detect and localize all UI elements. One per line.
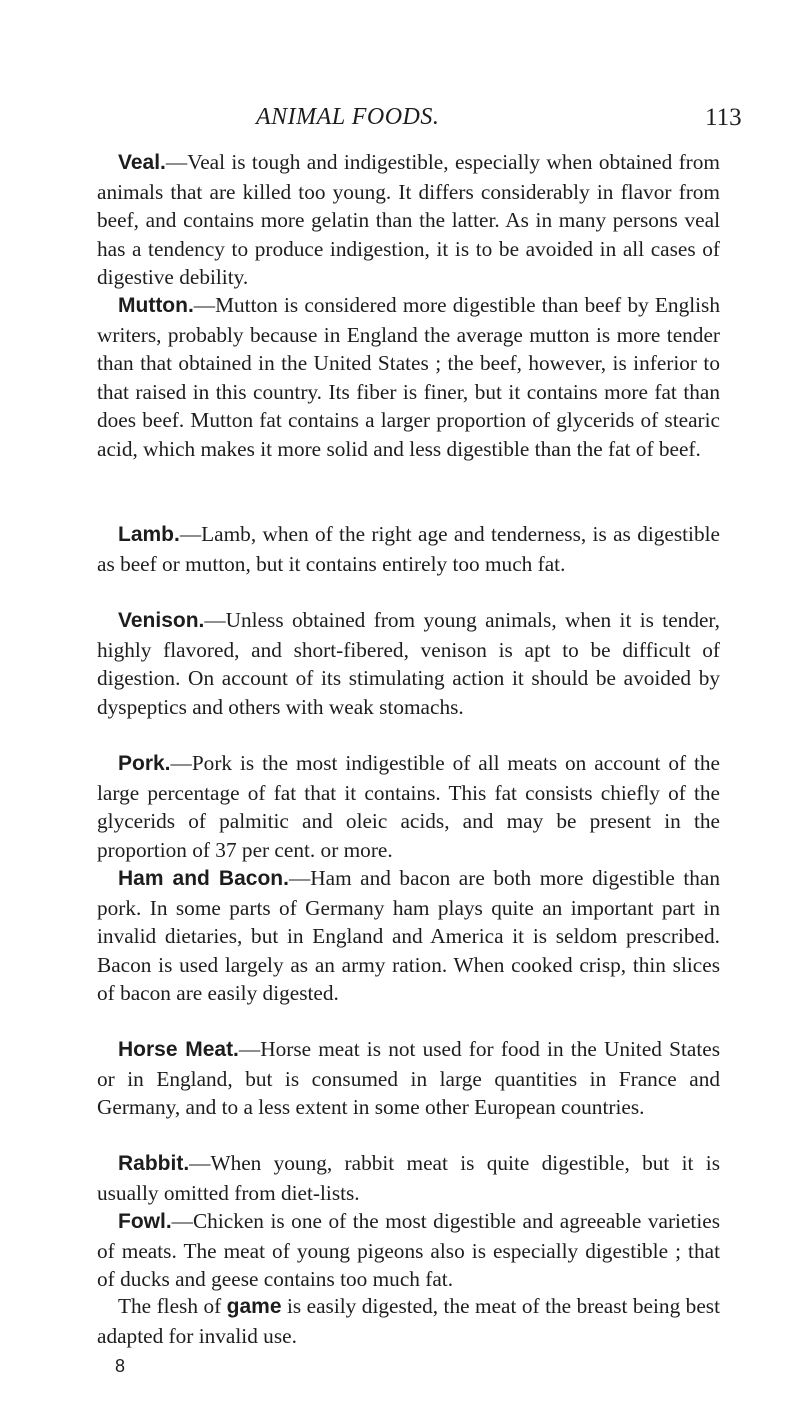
paragraph-text: —Chicken is one of the most digestible and agreeable varieties of meats. The meat of young pigeons also is especially digestible ; that of ducks and geese contains too much fat. xyxy=(97,1209,720,1292)
paragraph-text: —Mutton is considered more digestible than beef by English writers, probably because in England the average mutton is more tender than that obtained in the United States ; the beef, however, is inferior to that raised in this country. Its fiber is finer, but it contains more fat than does beef. Mutton fat contains a larger proportion of glycerids of stearic acid, which makes it more solid and less digestible than the fat of beef. xyxy=(97,293,720,461)
term-heading: Horse Meat. xyxy=(118,1038,239,1061)
paragraph-horse-meat xyxy=(97,1035,720,1122)
paragraph-text: —Unless obtained from young animals, when it is tender, highly flavored, and short-fibered, venison is apt to be difficult of digestion. On account of its stimulating action it should be avoided by dyspeptics and others with weak stomachs. xyxy=(97,608,720,719)
term-heading: Fowl. xyxy=(118,1210,172,1233)
paragraph-text: —Horse meat is not used for food in the United States or in England, but is consumed in large quantities in France and Germany, and to a less extent in some other European countries. xyxy=(97,1037,720,1120)
paragraph-fowl xyxy=(97,1207,720,1294)
page-number: 113 xyxy=(705,104,742,131)
term-heading: Venison. xyxy=(118,609,205,632)
paragraph-ham-bacon xyxy=(97,864,720,1008)
term-heading: Lamb. xyxy=(118,523,180,546)
term-heading: Rabbit. xyxy=(118,1152,190,1175)
paragraph-text: is easily digested, the meat of the breast being best adapted for invalid use. xyxy=(97,1294,720,1348)
paragraph-text: —Veal is tough and indigestible, especially when obtained from animals that are killed too young. It differs considerably in flavor from beef, and contains more gelatin than the latter. As in many persons veal has a tendency to produce indigestion, it is to be avoided in all cases of digestive debility. xyxy=(97,150,720,290)
paragraph-text: —Lamb, when of the right age and tenderness, is as digestible as beef or mutton, but it contains entirely too much fat. xyxy=(97,522,720,576)
paragraph-text: —Pork is the most indigestible of all meats on account of the large percentage of fat that it contains. This fat consists chiefly of the glycerids of palmitic and oleic acids, and may be present in the proportion of 37 per cent. or more. xyxy=(97,751,720,862)
paragraph-text-lead: The flesh of xyxy=(118,1294,227,1318)
paragraph-lamb xyxy=(97,520,720,578)
term-heading: Ham and Bacon. xyxy=(118,867,289,890)
paragraph-venison xyxy=(97,606,720,721)
paragraph-game xyxy=(97,1292,720,1350)
term-heading: Pork. xyxy=(118,752,171,775)
signature-mark: 8 xyxy=(115,1356,126,1376)
term-heading: Mutton. xyxy=(118,294,194,317)
paragraph-veal xyxy=(97,148,720,292)
term-heading: Veal. xyxy=(118,151,166,174)
paragraph-text: —Ham and bacon are both more digestible than pork. In some parts of Germany ham plays quite an important part in invalid dietaries, but in England and America it is seldom prescribed. Bacon is used largely as an army ration. When cooked crisp, thin slices of bacon are easily digested. xyxy=(97,866,720,1006)
paragraph-mutton xyxy=(97,291,720,464)
term-heading: game xyxy=(226,1295,282,1318)
paragraph-text: —When young, rabbit meat is quite digestible, but it is usually omitted from diet-lists. xyxy=(97,1151,720,1205)
running-head: ANIMAL FOODS. xyxy=(256,104,440,130)
paragraph-pork xyxy=(97,749,720,864)
paragraph-rabbit xyxy=(97,1149,720,1207)
page-header xyxy=(0,100,800,140)
